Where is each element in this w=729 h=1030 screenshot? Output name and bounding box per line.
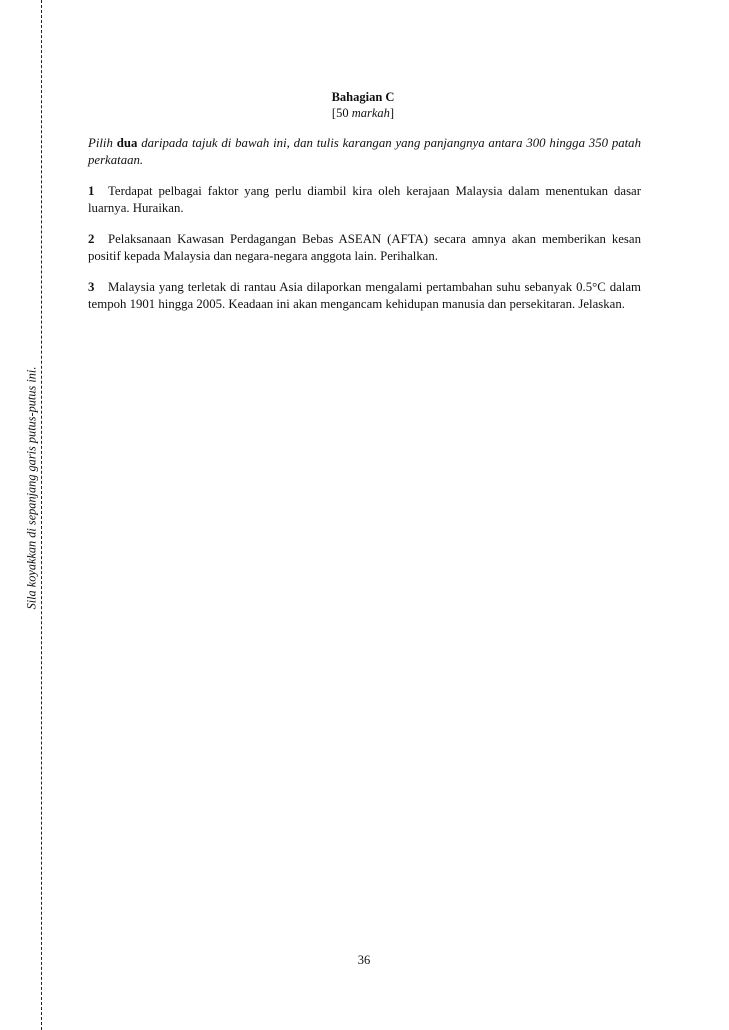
section-title: Bahagian C <box>331 90 395 104</box>
marks-close: ] <box>389 106 395 120</box>
section-header <box>300 89 426 121</box>
question-item <box>88 231 641 265</box>
tear-dashed-line <box>41 0 42 1030</box>
question-content <box>88 135 641 327</box>
section-marks <box>300 105 426 121</box>
question-number: 3 <box>88 280 95 294</box>
question-number: 2 <box>88 232 95 246</box>
instructions-rest: daripada tajuk di bawah ini, dan tulis karangan yang panjangnya antara 300 hingga 350 patah perkataan. <box>88 136 641 167</box>
cut-instruction: Sila koyakkan di sepanjang garis putus-putus ini. <box>24 366 39 610</box>
marks-word: markah <box>351 106 390 120</box>
page-number: 36 <box>357 953 371 967</box>
instructions <box>88 135 641 169</box>
question-item <box>88 279 641 313</box>
instructions-lead: Pilih <box>88 136 117 150</box>
question-item <box>88 183 641 217</box>
question-number: 1 <box>88 184 95 198</box>
marks-open: [50 <box>331 106 352 120</box>
question-text: Pelaksanaan Kawasan Perdagangan Bebas ASEAN (AFTA) secara amnya akan memberikan kesan positif kepada Malaysia dan negara-negara anggota lain. Perihalkan. <box>88 232 641 263</box>
instructions-emphasis: dua <box>116 136 138 150</box>
question-text: Malaysia yang terletak di rantau Asia dilaporkan mengalami pertambahan suhu sebanyak 0.5°C dalam tempoh 1901 hingga 2005. Keadaan ini akan mengancam kehidupan manusia dan persekitaran. Jelaskan. <box>88 280 641 311</box>
question-text: Terdapat pelbagai faktor yang perlu diambil kira oleh kerajaan Malaysia dalam menentukan dasar luarnya. Huraikan. <box>88 184 641 215</box>
